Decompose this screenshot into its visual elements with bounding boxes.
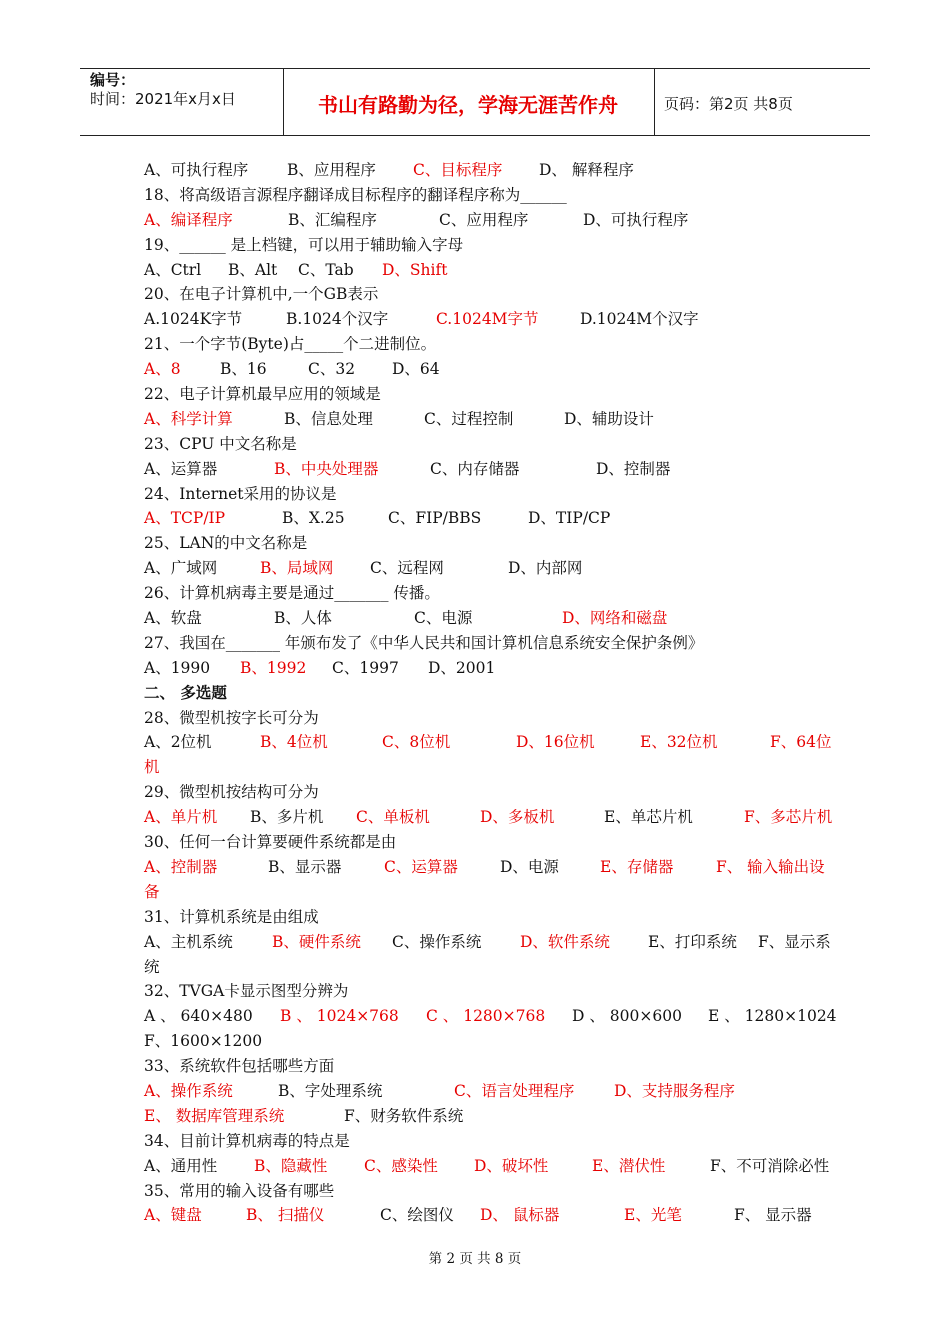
answer-option: D、多板机 bbox=[480, 808, 555, 827]
text-line bbox=[144, 1004, 837, 1029]
text-line bbox=[144, 830, 810, 855]
option-text: 22、电子计算机最早应用的领域是 bbox=[144, 385, 381, 404]
option-text: D、电源 bbox=[500, 857, 559, 876]
option-text: B、Alt bbox=[228, 260, 278, 279]
text-line bbox=[144, 581, 810, 606]
text-line bbox=[144, 233, 810, 258]
text-line bbox=[144, 855, 825, 880]
text-line bbox=[144, 258, 810, 283]
option-text: A、广域网 bbox=[144, 559, 218, 578]
option-text: D、 解释程序 bbox=[539, 161, 634, 179]
text-line bbox=[144, 183, 810, 208]
option-text: D、TIP/CP bbox=[528, 509, 611, 528]
answer-option: B、局域网 bbox=[260, 559, 334, 578]
option-text: A、2位机 bbox=[144, 733, 212, 752]
answer-option: D、16位机 bbox=[516, 733, 595, 752]
answer-option: C、运算器 bbox=[384, 857, 458, 876]
option-text: D、辅助设计 bbox=[564, 409, 654, 428]
option-text: C、应用程序 bbox=[439, 210, 529, 229]
option-text: B、显示器 bbox=[268, 857, 342, 876]
answer-option: E、潜伏性 bbox=[592, 1156, 666, 1175]
text-line bbox=[144, 531, 810, 556]
answer-option: E、 数据库管理系统 bbox=[144, 1106, 285, 1125]
text-line bbox=[144, 656, 810, 681]
option-text: C、FIP/BBS bbox=[388, 509, 482, 528]
text-line bbox=[144, 905, 810, 930]
option-text: 18、将高级语言源程序翻译成目标程序的翻译程序称为______ bbox=[144, 185, 567, 204]
option-text: D.1024M个汉字 bbox=[580, 310, 699, 329]
text-line bbox=[144, 930, 831, 955]
text-line bbox=[144, 357, 810, 382]
option-text: A、主机系统 bbox=[144, 932, 233, 951]
text-line bbox=[144, 1104, 810, 1129]
answer-option: C、感染性 bbox=[364, 1156, 438, 1175]
answer-option: D、破坏性 bbox=[474, 1156, 549, 1175]
answer-option: E、光笔 bbox=[624, 1206, 682, 1225]
text-line bbox=[144, 158, 810, 183]
option-text: B.1024个汉字 bbox=[286, 310, 389, 329]
text-line bbox=[144, 606, 810, 631]
text-line bbox=[144, 432, 810, 457]
answer-option: E、存储器 bbox=[600, 857, 674, 876]
text-line bbox=[144, 755, 810, 780]
answer-option: B、中央处理器 bbox=[274, 459, 379, 478]
option-text: E 、 1280×1024 bbox=[708, 1007, 837, 1026]
option-text: B、人体 bbox=[274, 609, 332, 628]
answer-option: B、1992 bbox=[240, 658, 307, 677]
answer-option: C、单板机 bbox=[356, 808, 430, 827]
answer-option: F、 输入输出设 bbox=[716, 857, 825, 876]
option-text: C、1997 bbox=[332, 658, 399, 677]
option-text: A、软盘 bbox=[144, 609, 202, 628]
page-header bbox=[80, 68, 870, 136]
text-line bbox=[144, 1129, 810, 1154]
text-line bbox=[144, 1054, 810, 1079]
answer-option: C、语言处理程序 bbox=[454, 1081, 575, 1100]
text-line bbox=[144, 382, 810, 407]
answer-option: 备 bbox=[144, 882, 160, 901]
header-divider bbox=[654, 69, 655, 135]
option-text: E、打印系统 bbox=[648, 932, 737, 951]
option-text: C、绘图仪 bbox=[380, 1206, 454, 1225]
option-text: 20、在电子计算机中,一个GB表示 bbox=[144, 285, 379, 304]
answer-option: A、8 bbox=[144, 360, 181, 379]
option-text: 26、计算机病毒主要是通过_______ 传播。 bbox=[144, 584, 440, 603]
option-text: 23、CPU 中文名称是 bbox=[144, 434, 297, 453]
option-text: B、字处理系统 bbox=[278, 1081, 383, 1100]
option-text: C、电源 bbox=[414, 609, 473, 628]
text-line bbox=[144, 457, 810, 482]
option-text: 28、微型机按字长可分为 bbox=[144, 708, 319, 727]
answer-option: B 、 1024×768 bbox=[280, 1007, 399, 1026]
text-line bbox=[144, 1079, 810, 1104]
text-line bbox=[144, 282, 810, 307]
answer-option: B、隐藏性 bbox=[254, 1156, 328, 1175]
time-label: 时间：2021年x月x日 bbox=[90, 90, 236, 108]
answer-option: D、软件系统 bbox=[520, 932, 610, 951]
option-text: D 、 800×600 bbox=[572, 1007, 682, 1026]
option-text: B、信息处理 bbox=[284, 409, 373, 428]
header-motto: 书山有路勤为径，学海无涯苦作舟 bbox=[318, 93, 618, 117]
text-line bbox=[144, 1029, 810, 1054]
answer-option: F、64位 bbox=[770, 733, 832, 752]
option-text: A、可执行程序 bbox=[144, 161, 249, 179]
text-line bbox=[144, 706, 810, 731]
option-text: 29、微型机按结构可分为 bbox=[144, 783, 319, 802]
answer-option: A、科学计算 bbox=[144, 409, 233, 428]
text-line bbox=[144, 1203, 810, 1228]
option-text: D、2001 bbox=[428, 658, 496, 677]
option-text: F、不可消除必性 bbox=[710, 1156, 830, 1175]
option-text: 34、目前计算机病毒的特点是 bbox=[144, 1131, 350, 1150]
text-line bbox=[144, 955, 810, 980]
answer-option: A、控制器 bbox=[144, 857, 218, 876]
text-line bbox=[144, 556, 810, 581]
text-line bbox=[144, 208, 810, 233]
option-text: C、内存储器 bbox=[430, 459, 520, 478]
option-text: 31、计算机系统是由组成 bbox=[144, 907, 319, 926]
answer-option: E、32位机 bbox=[640, 733, 718, 752]
option-text: D、可执行程序 bbox=[583, 210, 689, 229]
answer-option: C、8位机 bbox=[382, 733, 451, 752]
header-meta bbox=[90, 71, 236, 109]
answer-option: D、支持服务程序 bbox=[614, 1081, 735, 1100]
option-text: C、过程控制 bbox=[424, 409, 514, 428]
option-text: 21、一个字节(Byte)占_____个二进制位。 bbox=[144, 335, 437, 354]
option-text: B、汇编程序 bbox=[288, 210, 377, 229]
option-text: 19、______ 是上档键，可以用于辅助输入字母 bbox=[144, 235, 464, 254]
option-text: 35、常用的输入设备有哪些 bbox=[144, 1181, 335, 1200]
text-line bbox=[144, 1154, 830, 1179]
option-text: A 、 640×480 bbox=[144, 1007, 253, 1026]
option-text: B、多片机 bbox=[250, 808, 324, 827]
option-text: F、 显示器 bbox=[734, 1206, 812, 1225]
answer-option: C、目标程序 bbox=[413, 161, 503, 179]
option-text: D、控制器 bbox=[596, 459, 671, 478]
option-text: B、X.25 bbox=[282, 509, 345, 528]
answer-option: A、单片机 bbox=[144, 808, 218, 827]
option-text: A、通用性 bbox=[144, 1156, 218, 1175]
option-text: 25、LAN的中文名称是 bbox=[144, 534, 308, 553]
answer-option: A、操作系统 bbox=[144, 1081, 233, 1100]
option-text: 24、Internet采用的协议是 bbox=[144, 484, 337, 503]
option-text: 32、TVGA卡显示图型分辨为 bbox=[144, 982, 349, 1001]
option-text: C、操作系统 bbox=[392, 932, 482, 951]
answer-option: A、TCP/IP bbox=[144, 509, 226, 528]
text-line bbox=[144, 730, 832, 755]
option-text: D、内部网 bbox=[508, 559, 583, 578]
answer-option: D、Shift bbox=[382, 260, 448, 279]
answer-option: 机 bbox=[144, 758, 160, 777]
option-text: A、1990 bbox=[144, 658, 211, 677]
text-line bbox=[144, 1179, 810, 1204]
option-text: 33、系统软件包括哪些方面 bbox=[144, 1057, 335, 1076]
answer-option: D、 鼠标器 bbox=[480, 1206, 560, 1225]
question-content bbox=[144, 158, 837, 1228]
page-info: 页码：第2页 共8页 bbox=[664, 95, 793, 113]
answer-option: D、网络和磁盘 bbox=[562, 609, 668, 628]
option-text: F、财务软件系统 bbox=[344, 1106, 464, 1125]
option-text: 30、任何一台计算要硬件系统都是由 bbox=[144, 833, 397, 852]
option-text: A、Ctrl bbox=[144, 260, 202, 279]
page-footer: 第 2 页 共 8 页 bbox=[428, 1251, 522, 1267]
option-text: A、运算器 bbox=[144, 459, 218, 478]
option-text: C、远程网 bbox=[370, 559, 444, 578]
option-text: A.1024K字节 bbox=[144, 310, 243, 329]
text-line bbox=[144, 681, 810, 706]
code-label: 编号： bbox=[90, 71, 136, 89]
answer-option: B、硬件系统 bbox=[272, 932, 361, 951]
option-text: E、单芯片机 bbox=[604, 808, 693, 827]
option-text: F、显示系 bbox=[758, 932, 831, 951]
option-text: F、1600×1200 bbox=[144, 1032, 263, 1051]
text-line bbox=[144, 780, 810, 805]
text-line bbox=[144, 482, 810, 507]
answer-option: A、键盘 bbox=[144, 1206, 202, 1225]
option-text: C、32 bbox=[308, 360, 356, 379]
answer-option: C.1024M字节 bbox=[436, 310, 539, 329]
option-text: B、应用程序 bbox=[287, 161, 376, 179]
text-line bbox=[144, 979, 810, 1004]
option-text: C、Tab bbox=[298, 260, 354, 279]
option-text: 二、 多选题 bbox=[144, 682, 227, 702]
text-line bbox=[144, 506, 810, 531]
text-line bbox=[144, 332, 810, 357]
option-text: D、64 bbox=[392, 360, 440, 379]
answer-option: F、多芯片机 bbox=[744, 808, 833, 827]
text-line bbox=[144, 307, 810, 332]
answer-option: B、4位机 bbox=[260, 733, 328, 752]
answer-option: B、 扫描仪 bbox=[246, 1206, 325, 1225]
option-text: 统 bbox=[144, 957, 160, 976]
text-line bbox=[144, 880, 810, 905]
text-line bbox=[144, 631, 810, 656]
option-text: 27、我国在_______ 年颁布发了《中华人民共和国计算机信息系统安全保护条例》 bbox=[144, 633, 704, 652]
option-text: B、16 bbox=[220, 360, 267, 379]
answer-option: A、编译程序 bbox=[144, 210, 233, 229]
answer-option: C 、 1280×768 bbox=[426, 1007, 546, 1026]
text-line bbox=[144, 805, 833, 830]
text-line bbox=[144, 407, 810, 432]
